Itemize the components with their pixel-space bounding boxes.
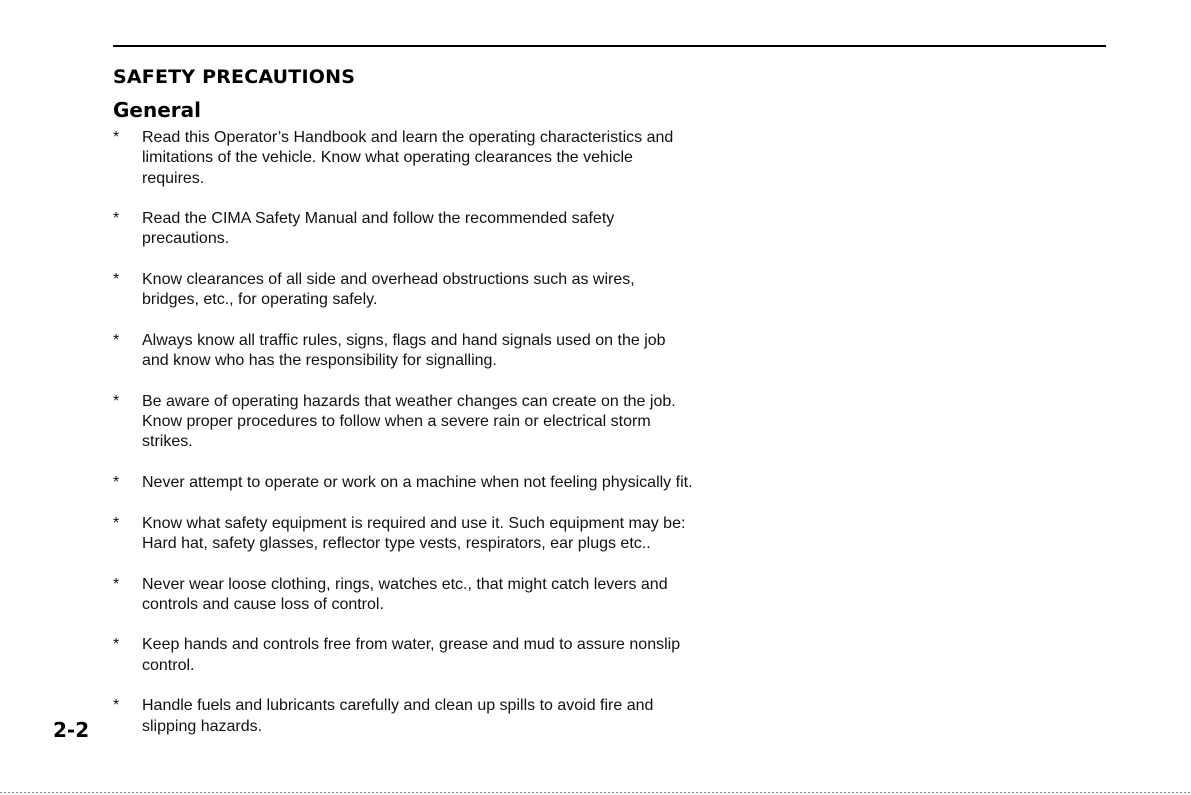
bullet-asterisk: * xyxy=(113,331,120,349)
page-number: 2-2 xyxy=(53,718,90,742)
list-item-text: Read the CIMA Safety Manual and follow the recommended safety precautions. xyxy=(142,210,615,248)
bullet-asterisk: * xyxy=(113,129,120,146)
list-item-text: Read this Operator’s Handbook and learn the operating characteristics and limitations of the vehicle. Know what operating clearances the vehicle requires. xyxy=(142,129,674,187)
bullet-asterisk: * xyxy=(113,636,120,654)
bullet-asterisk: * xyxy=(113,514,120,532)
list-item-text: Never attempt to operate or work on a machine when not feeling physically fit. xyxy=(142,474,693,492)
list-item-text: Keep hands and controls free from water, grease and mud to assure nonslip control. xyxy=(142,636,681,674)
bullet-asterisk: * xyxy=(113,392,120,410)
list-item-text: Know what safety equipment is required and use it. Such equipment may be: Hard hat, safety glasses, reflector type vests, respirators, ear plugs etc.. xyxy=(142,514,686,552)
list-item xyxy=(113,575,793,616)
list-item xyxy=(113,635,793,676)
list-item xyxy=(113,696,793,737)
bullet-asterisk: * xyxy=(113,474,120,492)
bullet-asterisk: * xyxy=(113,210,120,228)
safety-precautions-list xyxy=(113,128,793,737)
list-item-text: Always know all traffic rules, signs, flags and hand signals used on the job and know who has the responsibility for signalling. xyxy=(142,331,666,370)
list-item-text: Know clearances of all side and overhead obstructions such as wires, bridges, etc., for operating safely. xyxy=(142,271,635,309)
list-item xyxy=(113,270,793,311)
header-rule xyxy=(113,45,1106,47)
bullet-asterisk: * xyxy=(113,271,120,289)
subsection-title: General xyxy=(113,98,201,122)
bottom-dashed-rule xyxy=(0,792,1191,793)
list-item-text: Never wear loose clothing, rings, watches etc., that might catch levers and controls and cause loss of control. xyxy=(142,575,668,613)
list-item xyxy=(113,209,793,250)
list-item xyxy=(113,392,793,453)
bullet-asterisk: * xyxy=(113,697,120,715)
bullet-asterisk: * xyxy=(113,575,120,593)
list-item xyxy=(113,514,793,555)
list-item xyxy=(113,473,793,493)
list-item xyxy=(113,331,793,372)
list-item xyxy=(113,128,793,189)
section-title: SAFETY PRECAUTIONS xyxy=(113,66,356,88)
list-item-text: Be aware of operating hazards that weather changes can create on the job. Know proper procedures to follow when a severe rain or electrical storm strikes. xyxy=(142,392,676,451)
list-item-text: Handle fuels and lubricants carefully and clean up spills to avoid fire and slipping hazards. xyxy=(142,697,654,735)
